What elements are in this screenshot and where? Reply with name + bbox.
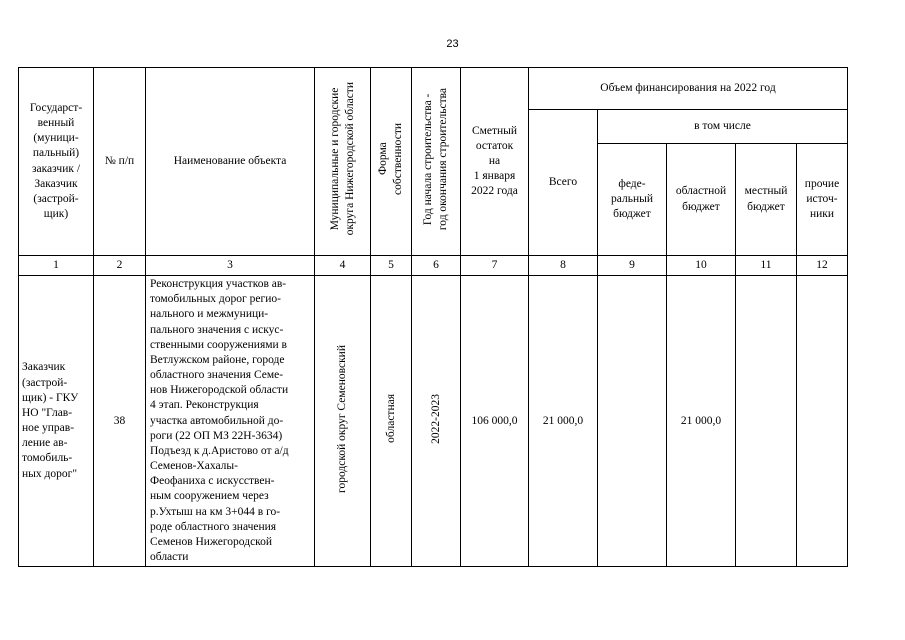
table-row xyxy=(19,276,848,567)
column-number: 11 xyxy=(736,256,797,276)
header-local: местный бюджет xyxy=(736,144,797,256)
cell-num: 38 xyxy=(94,276,146,567)
column-numbers-row xyxy=(19,256,848,276)
cell-customer: Заказчик (застрой- щик) - ГКУ НО "Глав- ное управ- ление ав- томобиль- ных дорог" xyxy=(19,276,94,567)
header-municipality: Муниципальные и городские округа Нижегородской области xyxy=(315,68,371,256)
column-number: 7 xyxy=(461,256,529,276)
cell-federal xyxy=(598,276,667,567)
header-total: Всего xyxy=(529,110,598,256)
header-financing: Объем финансирования на 2022 год xyxy=(529,68,848,110)
header-object-name: Наименование объекта xyxy=(146,68,315,256)
column-number: 1 xyxy=(19,256,94,276)
header-num: № п/п xyxy=(94,68,146,256)
column-number: 10 xyxy=(667,256,736,276)
header-years: Год начала строительства - год окончания строительства xyxy=(412,68,461,256)
column-number: 5 xyxy=(371,256,412,276)
column-number: 2 xyxy=(94,256,146,276)
column-number: 12 xyxy=(797,256,848,276)
cell-years: 2022-2023 xyxy=(412,276,461,567)
column-number: 3 xyxy=(146,256,315,276)
column-number: 9 xyxy=(598,256,667,276)
cell-ownership: областная xyxy=(371,276,412,567)
header-other: прочие источ- ники xyxy=(797,144,848,256)
header-ownership: Форма собственности xyxy=(371,68,412,256)
column-number: 8 xyxy=(529,256,598,276)
page-number: 23 xyxy=(446,38,459,50)
cell-municipality: городской округ Семеновский xyxy=(315,276,371,567)
header-federal: феде- ральный бюджет xyxy=(598,144,667,256)
cell-local xyxy=(736,276,797,567)
column-number: 6 xyxy=(412,256,461,276)
cell-estimate: 106 000,0 xyxy=(461,276,529,567)
construction-objects-table xyxy=(18,67,848,567)
column-number: 4 xyxy=(315,256,371,276)
header-including: в том числе xyxy=(598,110,848,144)
cell-other xyxy=(797,276,848,567)
cell-regional: 21 000,0 xyxy=(667,276,736,567)
header-estimate: Сметный остаток на 1 января 2022 года xyxy=(461,68,529,256)
cell-object-name: Реконструкция участков ав- томобильных дорог регио- нального и межмуници- пального значения с искус- ственными сооружениями в Ветлужском районе, городе областного значения Семе- нов Нижегородской области 4 этап. Реконструкция участка автомобильной до- роги (22 ОП МЗ 22Н-3634) Подъезд к д.Аристово от а/д Семенов-Хахалы- Феофаниха с искусствен- ным сооружением через р.Ухтыш на км 3+044 в го- роде областного значения Семенов Нижегородской области xyxy=(146,276,315,567)
header-customer: Государст- венный (муници- пальный) заказчик / Заказчик (застрой- щик) xyxy=(19,68,94,256)
cell-total: 21 000,0 xyxy=(529,276,598,567)
header-regional: областной бюджет xyxy=(667,144,736,256)
